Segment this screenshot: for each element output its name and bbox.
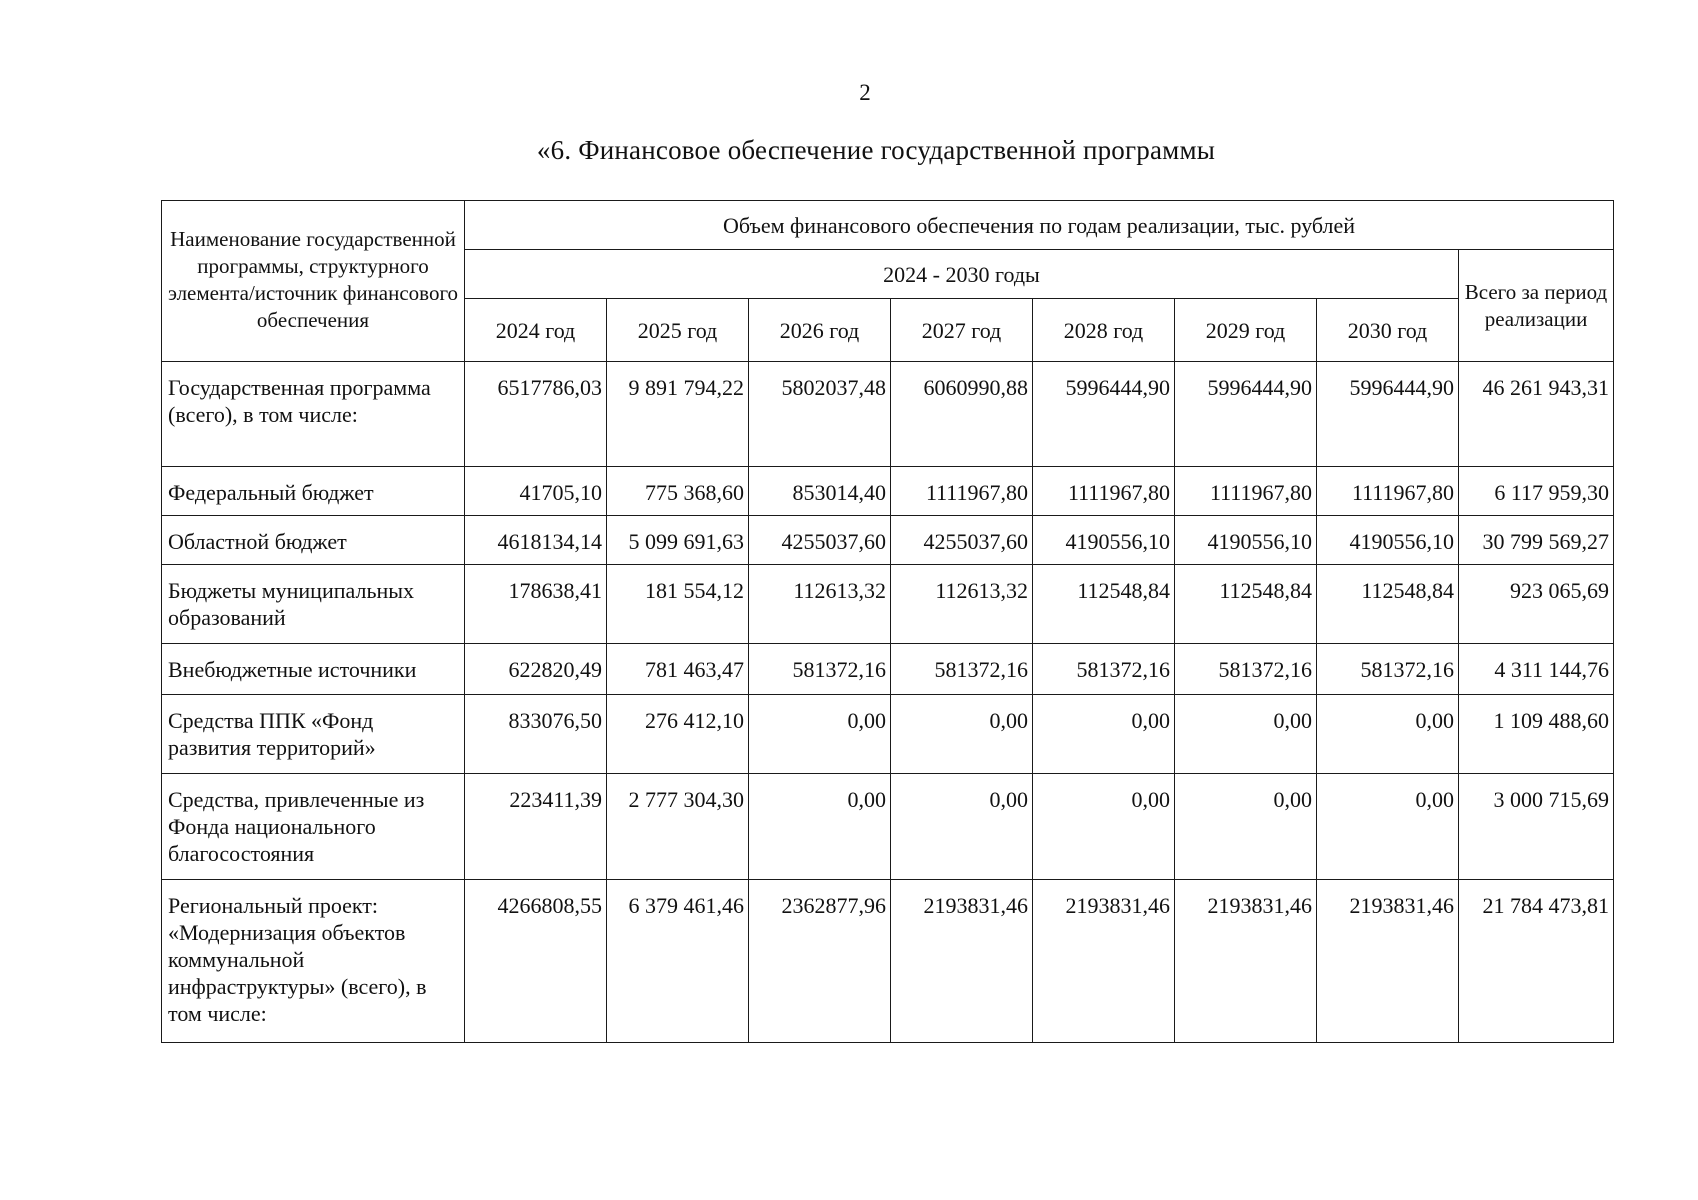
cell-value: 5996444,90 xyxy=(1317,362,1459,467)
row-label: Областной бюджет xyxy=(162,516,465,565)
header-name-column: Наименование государственной программы, структурного элемента/источник финансового обеспечения xyxy=(162,201,465,362)
cell-value: 833076,50 xyxy=(465,695,607,774)
header-year: 2027 год xyxy=(891,299,1033,362)
cell-value: 4255037,60 xyxy=(891,516,1033,565)
table-row xyxy=(162,362,1614,467)
cell-total: 21 784 473,81 xyxy=(1459,880,1614,1043)
cell-value: 178638,41 xyxy=(465,565,607,644)
cell-value: 1111967,80 xyxy=(891,467,1033,516)
cell-value: 112548,84 xyxy=(1175,565,1317,644)
header-year: 2030 год xyxy=(1317,299,1459,362)
header-year: 2028 год xyxy=(1033,299,1175,362)
header-row-volume xyxy=(162,201,1614,250)
cell-value: 112548,84 xyxy=(1033,565,1175,644)
cell-value: 4266808,55 xyxy=(465,880,607,1043)
row-label: Региональный проект: «Модернизация объектов коммунальной инфраструктуры» (всего), в том числе: xyxy=(162,880,465,1043)
cell-total: 923 065,69 xyxy=(1459,565,1614,644)
cell-value: 0,00 xyxy=(1317,774,1459,880)
cell-value: 5802037,48 xyxy=(749,362,891,467)
cell-value: 2193831,46 xyxy=(1175,880,1317,1043)
cell-value: 5 099 691,63 xyxy=(607,516,749,565)
cell-value: 1111967,80 xyxy=(1175,467,1317,516)
cell-value: 223411,39 xyxy=(465,774,607,880)
cell-value: 0,00 xyxy=(1033,774,1175,880)
cell-value: 581372,16 xyxy=(749,644,891,695)
header-total: Всего за период реализации xyxy=(1459,250,1614,362)
cell-value: 4190556,10 xyxy=(1175,516,1317,565)
table-row xyxy=(162,565,1614,644)
cell-value: 781 463,47 xyxy=(607,644,749,695)
cell-value: 5996444,90 xyxy=(1033,362,1175,467)
header-year: 2026 год xyxy=(749,299,891,362)
table-row xyxy=(162,774,1614,880)
row-label: Федеральный бюджет xyxy=(162,467,465,516)
cell-value: 0,00 xyxy=(891,774,1033,880)
cell-value: 9 891 794,22 xyxy=(607,362,749,467)
cell-value: 775 368,60 xyxy=(607,467,749,516)
cell-value: 41705,10 xyxy=(465,467,607,516)
table-row xyxy=(162,516,1614,565)
cell-value: 581372,16 xyxy=(891,644,1033,695)
cell-value: 2362877,96 xyxy=(749,880,891,1043)
header-volume: Объем финансового обеспечения по годам реализации, тыс. рублей xyxy=(465,201,1614,250)
cell-value: 0,00 xyxy=(749,695,891,774)
cell-value: 622820,49 xyxy=(465,644,607,695)
table-row xyxy=(162,467,1614,516)
row-label: Средства, привлеченные из Фонда национального благосостояния xyxy=(162,774,465,880)
header-year: 2029 год xyxy=(1175,299,1317,362)
cell-value: 276 412,10 xyxy=(607,695,749,774)
row-label: Бюджеты муниципальных образований xyxy=(162,565,465,644)
cell-value: 112613,32 xyxy=(749,565,891,644)
cell-value: 112548,84 xyxy=(1317,565,1459,644)
cell-value: 112613,32 xyxy=(891,565,1033,644)
cell-value: 0,00 xyxy=(749,774,891,880)
financing-table xyxy=(161,200,1614,1043)
document-title: «6. Финансовое обеспечение государственной программы xyxy=(536,135,1216,165)
cell-value: 6517786,03 xyxy=(465,362,607,467)
cell-total: 46 261 943,31 xyxy=(1459,362,1614,467)
row-label: Государственная программа (всего), в том числе: xyxy=(162,362,465,467)
cell-value: 2193831,46 xyxy=(1033,880,1175,1043)
cell-value: 581372,16 xyxy=(1175,644,1317,695)
cell-value: 4255037,60 xyxy=(749,516,891,565)
header-period: 2024 - 2030 годы xyxy=(465,250,1459,299)
cell-value: 0,00 xyxy=(1317,695,1459,774)
cell-value: 181 554,12 xyxy=(607,565,749,644)
cell-value: 4190556,10 xyxy=(1317,516,1459,565)
cell-value: 0,00 xyxy=(891,695,1033,774)
cell-value: 0,00 xyxy=(1175,774,1317,880)
cell-total: 30 799 569,27 xyxy=(1459,516,1614,565)
cell-value: 1111967,80 xyxy=(1033,467,1175,516)
cell-value: 0,00 xyxy=(1033,695,1175,774)
table-row xyxy=(162,695,1614,774)
cell-value: 0,00 xyxy=(1175,695,1317,774)
cell-value: 581372,16 xyxy=(1317,644,1459,695)
cell-value: 581372,16 xyxy=(1033,644,1175,695)
cell-value: 2193831,46 xyxy=(1317,880,1459,1043)
header-year: 2025 год xyxy=(607,299,749,362)
cell-value: 4190556,10 xyxy=(1033,516,1175,565)
cell-total: 6 117 959,30 xyxy=(1459,467,1614,516)
cell-value: 6 379 461,46 xyxy=(607,880,749,1043)
cell-value: 4618134,14 xyxy=(465,516,607,565)
cell-value: 6060990,88 xyxy=(891,362,1033,467)
row-label: Внебюджетные источники xyxy=(162,644,465,695)
cell-value: 2193831,46 xyxy=(891,880,1033,1043)
header-year: 2024 год xyxy=(465,299,607,362)
page-number: 2 xyxy=(859,80,871,105)
cell-value: 1111967,80 xyxy=(1317,467,1459,516)
row-label: Средства ППК «Фонд развития территорий» xyxy=(162,695,465,774)
table-row xyxy=(162,644,1614,695)
cell-total: 4 311 144,76 xyxy=(1459,644,1614,695)
cell-value: 853014,40 xyxy=(749,467,891,516)
table-row xyxy=(162,880,1614,1043)
cell-total: 3 000 715,69 xyxy=(1459,774,1614,880)
cell-value: 2 777 304,30 xyxy=(607,774,749,880)
cell-total: 1 109 488,60 xyxy=(1459,695,1614,774)
cell-value: 5996444,90 xyxy=(1175,362,1317,467)
